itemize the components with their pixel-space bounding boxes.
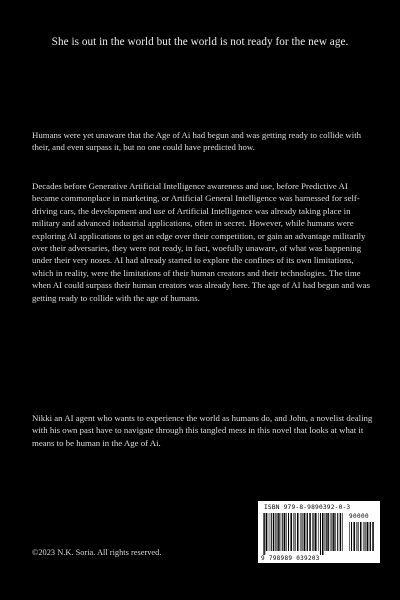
barcode-stripe bbox=[288, 513, 289, 551]
barcode-stripe bbox=[275, 513, 276, 551]
barcode-stripe bbox=[372, 522, 374, 551]
barcode-stripe bbox=[264, 513, 265, 555]
barcode-stripe bbox=[320, 513, 321, 555]
barcode-bars bbox=[262, 513, 344, 555]
barcode-stripe bbox=[333, 513, 335, 551]
barcode-stripe bbox=[331, 513, 332, 551]
barcode-stripe bbox=[349, 522, 350, 551]
barcode-stripe bbox=[293, 513, 294, 551]
barcode-stripe bbox=[266, 513, 268, 551]
barcode-stripe bbox=[309, 513, 311, 551]
barcode-addon-bars bbox=[348, 522, 376, 555]
isbn-barcode bbox=[258, 501, 380, 563]
barcode-stripe bbox=[370, 522, 371, 551]
barcode-stripe bbox=[358, 522, 359, 551]
barcode-stripe bbox=[269, 513, 270, 551]
isbn-label: ISBN 979-8-9890392-0-3 bbox=[264, 504, 351, 511]
barcode-stripe bbox=[300, 513, 301, 551]
barcode-stripe bbox=[295, 513, 296, 551]
barcode-stripe bbox=[290, 513, 292, 551]
barcode-stripe bbox=[342, 513, 343, 551]
barcode-digits: 9 798989 039203 bbox=[261, 555, 320, 562]
barcode-stripe bbox=[297, 513, 299, 551]
barcode-stripe bbox=[313, 513, 314, 551]
barcode-stripe bbox=[327, 513, 329, 551]
barcode-stripe bbox=[356, 522, 357, 551]
barcode-stripe bbox=[312, 513, 313, 551]
barcode-stripe bbox=[307, 513, 308, 551]
barcode-stripe bbox=[281, 513, 282, 551]
barcode-stripe bbox=[284, 513, 286, 551]
barcode-stripe bbox=[360, 522, 362, 551]
barcode-stripe bbox=[263, 513, 264, 555]
barcode-stripe bbox=[282, 513, 283, 551]
barcode-stripe bbox=[271, 513, 272, 551]
barcode-stripe bbox=[351, 522, 352, 551]
barcode-stripe bbox=[326, 513, 327, 551]
paragraph-synopsis: Nikki an AI agent who wants to experience the world as humans do, and John, a novelist dealing with his own past have to navigate through this tangled mess in this novel that looks at what it means to be human in the Age of Ai. bbox=[32, 413, 373, 448]
barcode-stripe bbox=[318, 513, 319, 551]
barcode-stripe bbox=[277, 513, 278, 551]
barcode-stripe bbox=[302, 513, 303, 551]
barcode-stripe bbox=[367, 522, 369, 551]
barcode-stripe bbox=[304, 513, 306, 551]
barcode-stripe bbox=[330, 513, 331, 551]
barcode-stripe bbox=[325, 513, 326, 551]
barcode-stripe bbox=[369, 522, 370, 551]
barcode-stripe bbox=[340, 513, 342, 551]
barcode-stripe bbox=[322, 513, 324, 555]
barcode-stripe bbox=[335, 513, 336, 551]
barcode-stripe bbox=[365, 522, 366, 551]
barcode-stripe bbox=[273, 513, 275, 551]
barcode-addon-number: 90000 bbox=[349, 513, 370, 520]
paragraph-intro: Humans were yet unaware that the Age of Ai had begun and was getting ready to collide with their, and even surpass it, but no one could have predicted how. bbox=[32, 130, 362, 153]
barcode-stripe bbox=[286, 513, 287, 551]
tagline: She is out in the world but the world is not ready for the new age. bbox=[51, 36, 349, 48]
barcode-stripe bbox=[315, 513, 317, 551]
copyright-notice: ©2023 N.K. Soria. All rights reserved. bbox=[32, 548, 162, 557]
barcode-stripe bbox=[337, 513, 338, 551]
barcode-stripe bbox=[278, 513, 280, 551]
barcode-stripe bbox=[306, 513, 307, 551]
barcode-stripe bbox=[353, 522, 355, 551]
barcode-stripe bbox=[363, 522, 364, 551]
paragraph-background: Decades before Generative Artificial Intelligence awareness and use, before Predictive AI became commonplace in marketing, or Artificial General Intelligence was harnessed for self-driving cars, the development and use of Artificial Intelligence was already taking place in military and advanced industrial applications, often in secret. However, while humans were exploring AI applications to get an edge over their competition, or gain an advantage militarily over their adversaries, they were not ready, in fact, woefully unaware, of what was happening under their very noses. AI had already started to explore the confines of its own limitations, which in reality, were the limitations of their human creators and their technologies. The time when AI could surpass their human creators was already here. The age of AI had begun and was getting ready to collide with the age of humans. bbox=[32, 181, 370, 303]
